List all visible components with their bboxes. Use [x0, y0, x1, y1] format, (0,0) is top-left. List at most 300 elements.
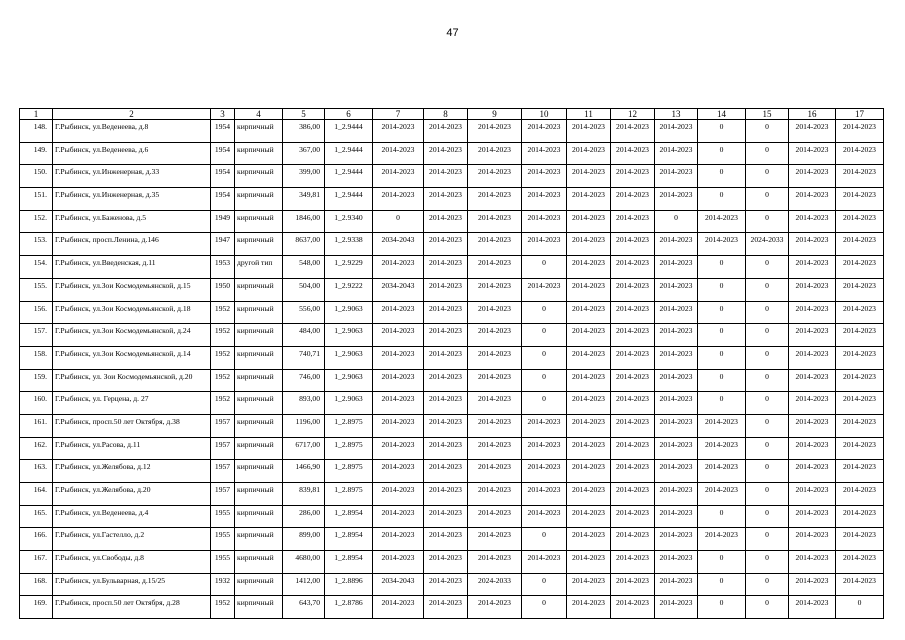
table-cell: 1952 — [211, 596, 235, 619]
table-cell: 2014-2023 — [373, 460, 424, 483]
table-cell: 2014-2023 — [789, 460, 836, 483]
table-cell: 2014-2023 — [468, 392, 522, 415]
table-cell: Г.Рыбинск, ул.Расова, д.11 — [53, 437, 211, 460]
table-cell: 2014-2023 — [424, 392, 468, 415]
table-cell: 2014-2023 — [468, 324, 522, 347]
table-row — [20, 256, 884, 279]
table-cell: 2014-2023 — [611, 528, 655, 551]
table-cell: 2014-2023 — [611, 210, 655, 233]
table-row — [20, 346, 884, 369]
table-cell: 1412,00 — [283, 573, 325, 596]
table-cell: Г.Рыбинск, ул.Веденеева, д.4 — [53, 505, 211, 528]
column-number-cell: 7 — [373, 109, 424, 120]
table-cell: 2024-2033 — [746, 233, 789, 256]
table-cell: 2014-2023 — [567, 188, 611, 211]
table-cell: 2014-2023 — [567, 210, 611, 233]
table-cell: Г.Рыбинск, просп.50 лет Октября, д.38 — [53, 414, 211, 437]
table-cell: 0 — [746, 505, 789, 528]
table-cell: 2014-2023 — [611, 505, 655, 528]
table-cell: 2014-2023 — [567, 460, 611, 483]
table-cell: 2014-2023 — [836, 573, 884, 596]
table-cell: 2014-2023 — [655, 165, 698, 188]
table-cell: 1955 — [211, 505, 235, 528]
table-cell: Г.Рыбинск, ул.Зои Космодемьянской, д.15 — [53, 278, 211, 301]
table-cell: 0 — [746, 437, 789, 460]
column-number-cell: 17 — [836, 109, 884, 120]
table-cell: 1_2.9063 — [325, 324, 373, 347]
table-cell: 0 — [746, 551, 789, 574]
table-cell: 159. — [20, 369, 53, 392]
table-row — [20, 460, 884, 483]
table-cell: 2014-2023 — [789, 142, 836, 165]
table-cell: 0 — [698, 573, 746, 596]
table-cell: 2014-2023 — [424, 528, 468, 551]
table-cell: 154. — [20, 256, 53, 279]
table-cell: 2014-2023 — [522, 483, 567, 506]
table-cell: 2014-2023 — [373, 528, 424, 551]
table-cell: 1_2.8975 — [325, 437, 373, 460]
column-number-cell: 14 — [698, 109, 746, 120]
table-body — [20, 109, 884, 619]
table-row — [20, 278, 884, 301]
table-cell: Г.Рыбинск, ул.Свободы, д.8 — [53, 551, 211, 574]
table-cell: 2014-2023 — [522, 120, 567, 143]
table-cell: 1954 — [211, 120, 235, 143]
table-cell: 0 — [746, 460, 789, 483]
table-row — [20, 369, 884, 392]
table-cell: 2014-2023 — [567, 573, 611, 596]
table-cell: 2014-2023 — [789, 120, 836, 143]
table-cell: 2014-2023 — [611, 573, 655, 596]
table-cell: 2014-2023 — [655, 551, 698, 574]
table-cell: кирпичный — [235, 188, 283, 211]
table-cell: 2014-2023 — [611, 346, 655, 369]
table-row — [20, 392, 884, 415]
table-cell: 152. — [20, 210, 53, 233]
table-cell: 2014-2023 — [567, 596, 611, 619]
table-cell: 2014-2023 — [836, 437, 884, 460]
table-cell: 0 — [522, 324, 567, 347]
table-cell: 504,00 — [283, 278, 325, 301]
table-cell: 1952 — [211, 346, 235, 369]
table-row — [20, 551, 884, 574]
table-cell: 548,00 — [283, 256, 325, 279]
table-cell: 2014-2023 — [789, 551, 836, 574]
table-cell: 2014-2023 — [789, 483, 836, 506]
table-cell: 2014-2023 — [522, 551, 567, 574]
table-cell: 2014-2023 — [611, 369, 655, 392]
table-row — [20, 483, 884, 506]
table-cell: 2014-2023 — [373, 188, 424, 211]
table-cell: 1_2.8975 — [325, 460, 373, 483]
table-cell: 2014-2023 — [424, 256, 468, 279]
table-cell: 2014-2023 — [424, 483, 468, 506]
table-cell: 2014-2023 — [522, 188, 567, 211]
table-cell: 2014-2023 — [836, 392, 884, 415]
table-cell: 1932 — [211, 573, 235, 596]
table-cell: кирпичный — [235, 278, 283, 301]
table-cell: 2014-2023 — [468, 437, 522, 460]
table-row — [20, 573, 884, 596]
table-cell: 2014-2023 — [567, 369, 611, 392]
table-cell: 839,81 — [283, 483, 325, 506]
table-cell: 0 — [746, 528, 789, 551]
table-cell: кирпичный — [235, 483, 283, 506]
table-cell: 2014-2023 — [373, 301, 424, 324]
table-cell: 169. — [20, 596, 53, 619]
table-cell: 2014-2023 — [655, 528, 698, 551]
table-cell: 2014-2023 — [522, 460, 567, 483]
table-cell: 2014-2023 — [698, 483, 746, 506]
table-cell: 2014-2023 — [522, 233, 567, 256]
table-cell: 2014-2023 — [373, 551, 424, 574]
table-cell: 0 — [522, 573, 567, 596]
table-cell: 2014-2023 — [836, 188, 884, 211]
table-cell: 0 — [746, 324, 789, 347]
table-cell: 2034-2043 — [373, 278, 424, 301]
table-cell: Г.Рыбинск, ул.Желябова, д.12 — [53, 460, 211, 483]
table-cell: 1_2.8954 — [325, 551, 373, 574]
table-cell: 2014-2023 — [567, 437, 611, 460]
table-cell: 0 — [698, 551, 746, 574]
table-cell: Г.Рыбинск, ул.Бульварная, д.15/25 — [53, 573, 211, 596]
table-cell: 2014-2023 — [836, 346, 884, 369]
table-cell: 2024-2033 — [468, 573, 522, 596]
table-cell: 2014-2023 — [789, 346, 836, 369]
table-cell: 2014-2023 — [424, 278, 468, 301]
column-number-cell: 1 — [20, 109, 53, 120]
table-cell: Г.Рыбинск, ул.Инженерная, д.35 — [53, 188, 211, 211]
table-cell: 2014-2023 — [611, 165, 655, 188]
table-cell: 1953 — [211, 256, 235, 279]
table-cell: кирпичный — [235, 165, 283, 188]
table-cell: 2014-2023 — [655, 573, 698, 596]
table-cell: 1952 — [211, 369, 235, 392]
table-cell: 2014-2023 — [836, 460, 884, 483]
table-cell: 0 — [698, 505, 746, 528]
table-cell: 2014-2023 — [424, 437, 468, 460]
table-cell: 2014-2023 — [789, 528, 836, 551]
table-cell: 2014-2023 — [698, 233, 746, 256]
table-cell: 643,70 — [283, 596, 325, 619]
table-cell: 2014-2023 — [789, 437, 836, 460]
column-number-cell: 5 — [283, 109, 325, 120]
table-cell: 0 — [698, 346, 746, 369]
table-cell: 2014-2023 — [522, 505, 567, 528]
table-cell: 2014-2023 — [655, 142, 698, 165]
table-cell: 2014-2023 — [655, 505, 698, 528]
table-cell: 2014-2023 — [789, 596, 836, 619]
table-cell: 0 — [522, 528, 567, 551]
table-cell: 2014-2023 — [424, 505, 468, 528]
table-cell: 2014-2023 — [611, 120, 655, 143]
table-cell: 2014-2023 — [655, 301, 698, 324]
table-cell: 2014-2023 — [567, 483, 611, 506]
table-cell: 8637,00 — [283, 233, 325, 256]
table-cell: 2014-2023 — [836, 369, 884, 392]
table-cell: 740,71 — [283, 346, 325, 369]
table-cell: 151. — [20, 188, 53, 211]
table-cell: 2014-2023 — [567, 505, 611, 528]
table-cell: 2014-2023 — [424, 346, 468, 369]
table-cell: 484,00 — [283, 324, 325, 347]
table-cell: 153. — [20, 233, 53, 256]
table-cell: кирпичный — [235, 414, 283, 437]
table-cell: 2014-2023 — [655, 483, 698, 506]
table-cell: 1_2.8954 — [325, 505, 373, 528]
table-row — [20, 528, 884, 551]
table-cell: 2014-2023 — [424, 596, 468, 619]
column-number-cell: 8 — [424, 109, 468, 120]
table-cell: 2014-2023 — [468, 346, 522, 369]
table-cell: 286,00 — [283, 505, 325, 528]
table-cell: 148. — [20, 120, 53, 143]
table-cell: 2014-2023 — [468, 551, 522, 574]
table-cell: 2014-2023 — [611, 596, 655, 619]
table-cell: 0 — [698, 596, 746, 619]
table-cell: 2014-2023 — [373, 369, 424, 392]
column-number-cell: 4 — [235, 109, 283, 120]
table-cell: 149. — [20, 142, 53, 165]
table-cell: 2014-2023 — [836, 120, 884, 143]
table-cell: 0 — [746, 346, 789, 369]
column-number-row — [20, 109, 884, 120]
table-cell: 2014-2023 — [655, 460, 698, 483]
table-row — [20, 505, 884, 528]
table-cell: 2014-2023 — [424, 165, 468, 188]
table-cell: 2014-2023 — [789, 165, 836, 188]
column-number-cell: 2 — [53, 109, 211, 120]
table-cell: 2014-2023 — [655, 596, 698, 619]
table-cell: 2014-2023 — [655, 392, 698, 415]
table-cell: 2014-2023 — [789, 278, 836, 301]
table-cell: 2014-2023 — [655, 278, 698, 301]
table-cell: 2014-2023 — [424, 301, 468, 324]
table-cell: Г.Рыбинск, ул. Герцена, д. 27 — [53, 392, 211, 415]
table-cell: 1954 — [211, 142, 235, 165]
table-cell: 2014-2023 — [424, 233, 468, 256]
table-cell: 1_2.9444 — [325, 142, 373, 165]
table-cell: 1955 — [211, 551, 235, 574]
table-cell: Г.Рыбинск, ул.Баженова, д.5 — [53, 210, 211, 233]
table-cell: 2014-2023 — [373, 324, 424, 347]
table-cell: 0 — [746, 369, 789, 392]
table-cell: 2014-2023 — [468, 165, 522, 188]
table-cell: 2014-2023 — [567, 142, 611, 165]
table-cell: 2014-2023 — [655, 369, 698, 392]
table-cell: 2014-2023 — [836, 551, 884, 574]
table-cell: 2014-2023 — [836, 233, 884, 256]
table-cell: 0 — [746, 120, 789, 143]
table-cell: 2014-2023 — [836, 278, 884, 301]
column-number-cell: 11 — [567, 109, 611, 120]
table-cell: 0 — [746, 188, 789, 211]
table-cell: 0 — [698, 165, 746, 188]
table-cell: 1957 — [211, 437, 235, 460]
table-cell: 2014-2023 — [789, 188, 836, 211]
table-cell: 2014-2023 — [424, 369, 468, 392]
table-cell: 2034-2043 — [373, 233, 424, 256]
table-cell: 2014-2023 — [836, 505, 884, 528]
table-cell: 2014-2023 — [373, 392, 424, 415]
table-cell: 2014-2023 — [424, 324, 468, 347]
table-cell: 4680,00 — [283, 551, 325, 574]
table-cell: 0 — [746, 301, 789, 324]
table-cell: 0 — [746, 210, 789, 233]
table-cell: 2014-2023 — [789, 233, 836, 256]
table-cell: 2014-2023 — [836, 142, 884, 165]
table-cell: 2014-2023 — [373, 483, 424, 506]
table-cell: 2014-2023 — [611, 142, 655, 165]
table-cell: 163. — [20, 460, 53, 483]
table-cell: 367,00 — [283, 142, 325, 165]
table-cell: 0 — [746, 142, 789, 165]
table-cell: 2014-2023 — [567, 346, 611, 369]
table-cell: 0 — [698, 188, 746, 211]
page-number: 47 — [446, 27, 459, 39]
table-cell: 2014-2023 — [522, 142, 567, 165]
table-cell: другой тип — [235, 256, 283, 279]
table-cell: 2014-2023 — [522, 414, 567, 437]
table-cell: кирпичный — [235, 392, 283, 415]
table-cell: Г.Рыбинск, ул.Веденеева, д.6 — [53, 142, 211, 165]
table-cell: 2014-2023 — [468, 233, 522, 256]
table-cell: 2014-2023 — [567, 414, 611, 437]
table-cell: 2014-2023 — [567, 165, 611, 188]
column-number-cell: 3 — [211, 109, 235, 120]
table-cell: кирпичный — [235, 596, 283, 619]
table-row — [20, 596, 884, 619]
table-cell: 0 — [746, 414, 789, 437]
table-cell: 1_2.9222 — [325, 278, 373, 301]
table-cell: 0 — [836, 596, 884, 619]
table-cell: 2014-2023 — [522, 210, 567, 233]
table-cell: 2014-2023 — [836, 301, 884, 324]
table-cell: 0 — [698, 301, 746, 324]
table-cell: кирпичный — [235, 369, 283, 392]
table-cell: 162. — [20, 437, 53, 460]
table-cell: 0 — [522, 596, 567, 619]
table-cell: 2014-2023 — [567, 278, 611, 301]
table-cell: кирпичный — [235, 142, 283, 165]
column-number-cell: 15 — [746, 109, 789, 120]
table-cell: 0 — [522, 346, 567, 369]
table-cell: 2014-2023 — [468, 210, 522, 233]
table-cell: 2014-2023 — [611, 460, 655, 483]
table-cell: 2014-2023 — [468, 142, 522, 165]
table-cell: 0 — [746, 278, 789, 301]
table-cell: 2014-2023 — [611, 414, 655, 437]
table-cell: кирпичный — [235, 551, 283, 574]
table-cell: 0 — [698, 324, 746, 347]
table-cell: 2014-2023 — [698, 437, 746, 460]
table-cell: 2014-2023 — [424, 414, 468, 437]
table-cell: Г.Рыбинск, ул.Зои Космодемьянской, д.14 — [53, 346, 211, 369]
table-cell: Г.Рыбинск, ул.Веденеева, д.8 — [53, 120, 211, 143]
table-cell: 2014-2023 — [789, 414, 836, 437]
table-cell: 2014-2023 — [424, 460, 468, 483]
table-cell: 2014-2023 — [789, 324, 836, 347]
table-cell: 2014-2023 — [836, 165, 884, 188]
table-cell: 160. — [20, 392, 53, 415]
table-cell: 6717,00 — [283, 437, 325, 460]
table-cell: 1_2.9063 — [325, 392, 373, 415]
table-cell: Г.Рыбинск, ул.Гастелло, д.2 — [53, 528, 211, 551]
table-cell: 2014-2023 — [424, 142, 468, 165]
table-cell: 2014-2023 — [373, 414, 424, 437]
table-cell: 2014-2023 — [373, 346, 424, 369]
table-cell: кирпичный — [235, 573, 283, 596]
table-cell: кирпичный — [235, 324, 283, 347]
table-cell: 746,00 — [283, 369, 325, 392]
table-cell: 156. — [20, 301, 53, 324]
table-cell: 0 — [522, 369, 567, 392]
table-cell: 2014-2023 — [468, 188, 522, 211]
table-cell: 2014-2023 — [655, 120, 698, 143]
table-cell: 1_2.9063 — [325, 301, 373, 324]
table-cell: 2014-2023 — [789, 210, 836, 233]
table-cell: 2014-2023 — [373, 437, 424, 460]
table-cell: 1_2.9340 — [325, 210, 373, 233]
table-cell: 0 — [698, 392, 746, 415]
table-cell: 2014-2023 — [655, 414, 698, 437]
table-row — [20, 233, 884, 256]
table-row — [20, 142, 884, 165]
table-cell: 2014-2023 — [468, 278, 522, 301]
table-cell: 2014-2023 — [373, 120, 424, 143]
table-cell: 2014-2023 — [468, 596, 522, 619]
table-cell: 1954 — [211, 188, 235, 211]
table-row — [20, 165, 884, 188]
table-cell: 1952 — [211, 392, 235, 415]
table-cell: 2014-2023 — [836, 528, 884, 551]
table-row — [20, 324, 884, 347]
table-cell: 2014-2023 — [567, 233, 611, 256]
table-cell: 1954 — [211, 165, 235, 188]
table-row — [20, 210, 884, 233]
column-number-cell: 13 — [655, 109, 698, 120]
table-cell: 2014-2023 — [567, 392, 611, 415]
table-cell: 1_2.9444 — [325, 188, 373, 211]
table-cell: 2014-2023 — [789, 573, 836, 596]
table-cell: 1466,90 — [283, 460, 325, 483]
table-cell: 1957 — [211, 460, 235, 483]
table-cell: 2014-2023 — [611, 188, 655, 211]
table-cell: 2014-2023 — [424, 210, 468, 233]
table-cell: кирпичный — [235, 233, 283, 256]
table-cell: 2014-2023 — [468, 120, 522, 143]
table-cell: 0 — [522, 392, 567, 415]
table-cell: кирпичный — [235, 210, 283, 233]
table-row — [20, 414, 884, 437]
table-cell: Г.Рыбинск, просп.50 лет Октября, д.28 — [53, 596, 211, 619]
table-cell: 2014-2023 — [522, 437, 567, 460]
table-cell: 2014-2023 — [373, 596, 424, 619]
table-cell: 1_2.8786 — [325, 596, 373, 619]
table-cell: 2014-2023 — [789, 369, 836, 392]
table-cell: 2014-2023 — [836, 324, 884, 347]
table-cell: Г.Рыбинск, ул.Введенская, д.11 — [53, 256, 211, 279]
table-cell: 2014-2023 — [522, 165, 567, 188]
table-cell: 1196,00 — [283, 414, 325, 437]
table-cell: 0 — [746, 392, 789, 415]
table-row — [20, 437, 884, 460]
table-cell: 556,00 — [283, 301, 325, 324]
table-cell: 158. — [20, 346, 53, 369]
table-cell: 0 — [746, 165, 789, 188]
table-cell: кирпичный — [235, 346, 283, 369]
table-cell: 2014-2023 — [567, 551, 611, 574]
